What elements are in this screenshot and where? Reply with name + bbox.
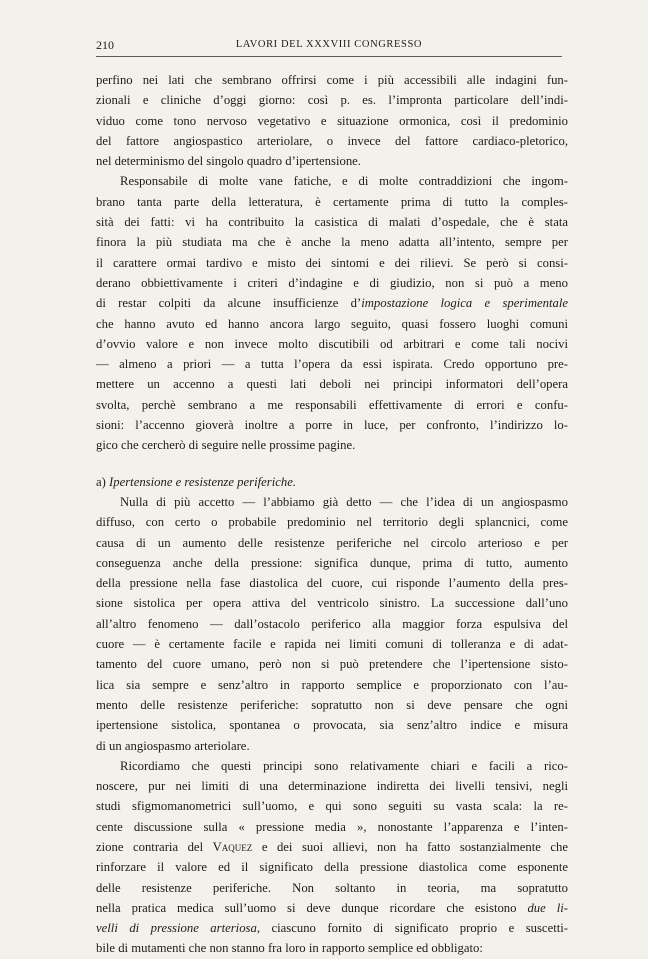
text-line: diffuso, con certo o probabile predominio nel territorio degli splancnici, come	[96, 515, 568, 530]
author-name: Vaquez	[212, 839, 253, 854]
text-line: causa di un aumento delle resistenze periferiche nel circolo arterioso e per	[96, 535, 568, 550]
text-run: e dei suoi allievi, non ha fatto sostanzialmente che	[261, 839, 569, 854]
text-line	[96, 898, 568, 918]
paragraph-3	[96, 492, 568, 756]
text-line	[96, 918, 568, 938]
text-run: nella pratica medica sull’uomo si deve dunque ricordare che esistono	[96, 900, 517, 915]
text-line: perfino nei lati che sembrano offrirsi come i più accessibili alle indagini fun-	[96, 73, 568, 87]
text-line: finora la più studiata ma che è anche la meno adatta all’intento, sempre per	[96, 235, 568, 250]
text-line: all’altro fenomeno — dall’ostacolo periferico alla maggior forza espulsiva del	[96, 616, 568, 631]
section-letter: a)	[96, 474, 106, 489]
text-line: del fattore angiospastico arteriolare, o invece del fattore cardiaco-pletorico,	[96, 133, 568, 148]
text-line: mettere un accenno a questi lati deboli nei principi informatori dell’opera	[96, 377, 568, 392]
text-run: ciascuno fornito di significato proprio e suscetti-	[271, 921, 568, 936]
text-line: svolta, perchè sembrano a me responsabili effettivamente di errori e confu-	[96, 397, 568, 412]
text-line: rinforzare il valore ed il significato della pressione diastolica come esponente	[96, 860, 568, 875]
text-run: zione contraria del	[96, 839, 204, 854]
text-line: lica sia sempre e senz’altro in rapporto semplice e proporzionato con l’au-	[96, 677, 568, 692]
text-line: zionali e cliniche d’oggi giorno: così p. es. l’impronta particolare dell’indi-	[96, 93, 568, 108]
paragraph-1	[96, 70, 568, 171]
text-line: che hanno avuto ed hanno ancora largo seguito, quasi fossero luoghi comuni	[96, 316, 568, 331]
text-line: derano obbiettivamente i criteri d’indagine e di giudizio, non si può a meno	[96, 275, 568, 290]
text-line: — almeno a priori — a tutta l’opera da essi ispirata. Credo opportuno pre-	[96, 357, 568, 372]
text-line: cente discussione sulla « pressione media », nonostante l’apparenza e l’inten-	[96, 819, 568, 834]
text-line: mento delle resistenze periferiche: sopratutto non si deve pensare che ogni	[96, 697, 568, 712]
text-line: viduo come tono nervoso vegetativo e situazione ormonica, così il predominio	[96, 113, 568, 128]
document-body	[96, 70, 568, 959]
text-line: sione sistolica per opera attiva del ventricolo sinistro. La successione dall’uno	[96, 596, 568, 611]
text-line: Ricordiamo che questi principi sono relativamente chiari e facili a rico-	[120, 758, 568, 773]
section-title: Ipertensione e resistenze periferiche.	[109, 474, 296, 489]
italic-phrase: due li-	[527, 900, 568, 915]
text-line: di restar colpiti da alcune insufficienze d’impostazione logica e sperimentale	[96, 296, 568, 311]
text-line: Responsabile di molte vane fatiche, e di molte contraddizioni che ingom-	[120, 174, 568, 189]
text-line: bile di mutamenti che non stanno fra loro in rapporto semplice ed obbligato:	[96, 941, 483, 956]
text-line: cuore — è certamente facile e rapida nei limiti comuni di tolleranza e di adat-	[96, 637, 568, 652]
text-line: nel determinismo del singolo quadro d’ipertensione.	[96, 154, 361, 169]
text-line	[96, 837, 568, 857]
text-line: il carattere ormai tardivo e misto dei sintomi e dei rilievi. Se però si consi-	[96, 255, 568, 270]
text-line: delle resistenze periferiche. Non soltanto in teoria, ma sopratutto	[96, 880, 568, 895]
text-line: conseguenza anche della pressione: significa dunque, prima di tutto, aumento	[96, 555, 568, 570]
italic-phrase: impostazione logica e sperimentale	[361, 296, 568, 311]
text-line: sità dei fatti: vi ha contribuito la casistica di malati d’ospedale, che è stata	[96, 215, 568, 230]
text-line: Nulla di più accetto — l’abbiamo già detto — che l’idea di un angiospasmo	[120, 494, 568, 509]
section-heading	[96, 472, 568, 492]
text-line: d’ovvio valore e non invece molto discutibili od arbitrari e come tali nocivi	[96, 336, 568, 351]
text-line: tamento del cuore umano, però non si può pretendere che l’ipertensione sisto-	[96, 657, 568, 672]
running-head: LAVORI DEL XXXVIII CONGRESSO	[235, 39, 423, 50]
page-number: 210	[96, 38, 114, 52]
paragraph-2	[96, 171, 568, 455]
text-run: di restar colpiti da alcune insufficienze	[96, 296, 339, 311]
paragraph-4	[96, 756, 568, 959]
text-line: studi sfigmomanometrici sull’uomo, e qui sono seguiti su vasta scala: la re-	[96, 799, 568, 814]
page-header	[96, 38, 562, 54]
text-line: noscere, pur nei limiti di una determinazione indiretta dei livelli tensivi, negli	[96, 779, 568, 794]
text-line: ipertensione sistolica, spontanea o provocata, sia senz’altro indice e misura	[96, 718, 568, 733]
text-line: di un angiospasmo arteriolare.	[96, 738, 250, 753]
text-line: della pressione nella fase diastolica del cuore, cui risponde l’aumento della pres-	[96, 576, 568, 591]
text-line: gico che cercherò di seguire nelle prossime pagine.	[96, 438, 356, 453]
text-line: brano tanta parte della letteratura, è certamente prima di tutto la comples-	[96, 194, 568, 209]
header-rule	[96, 56, 562, 57]
italic-phrase: velli di pressione arteriosa,	[96, 921, 261, 936]
text-line: sioni: l’accenno gioverà inoltre a porre in luce, per confronto, l’indirizzo lo-	[96, 418, 568, 433]
